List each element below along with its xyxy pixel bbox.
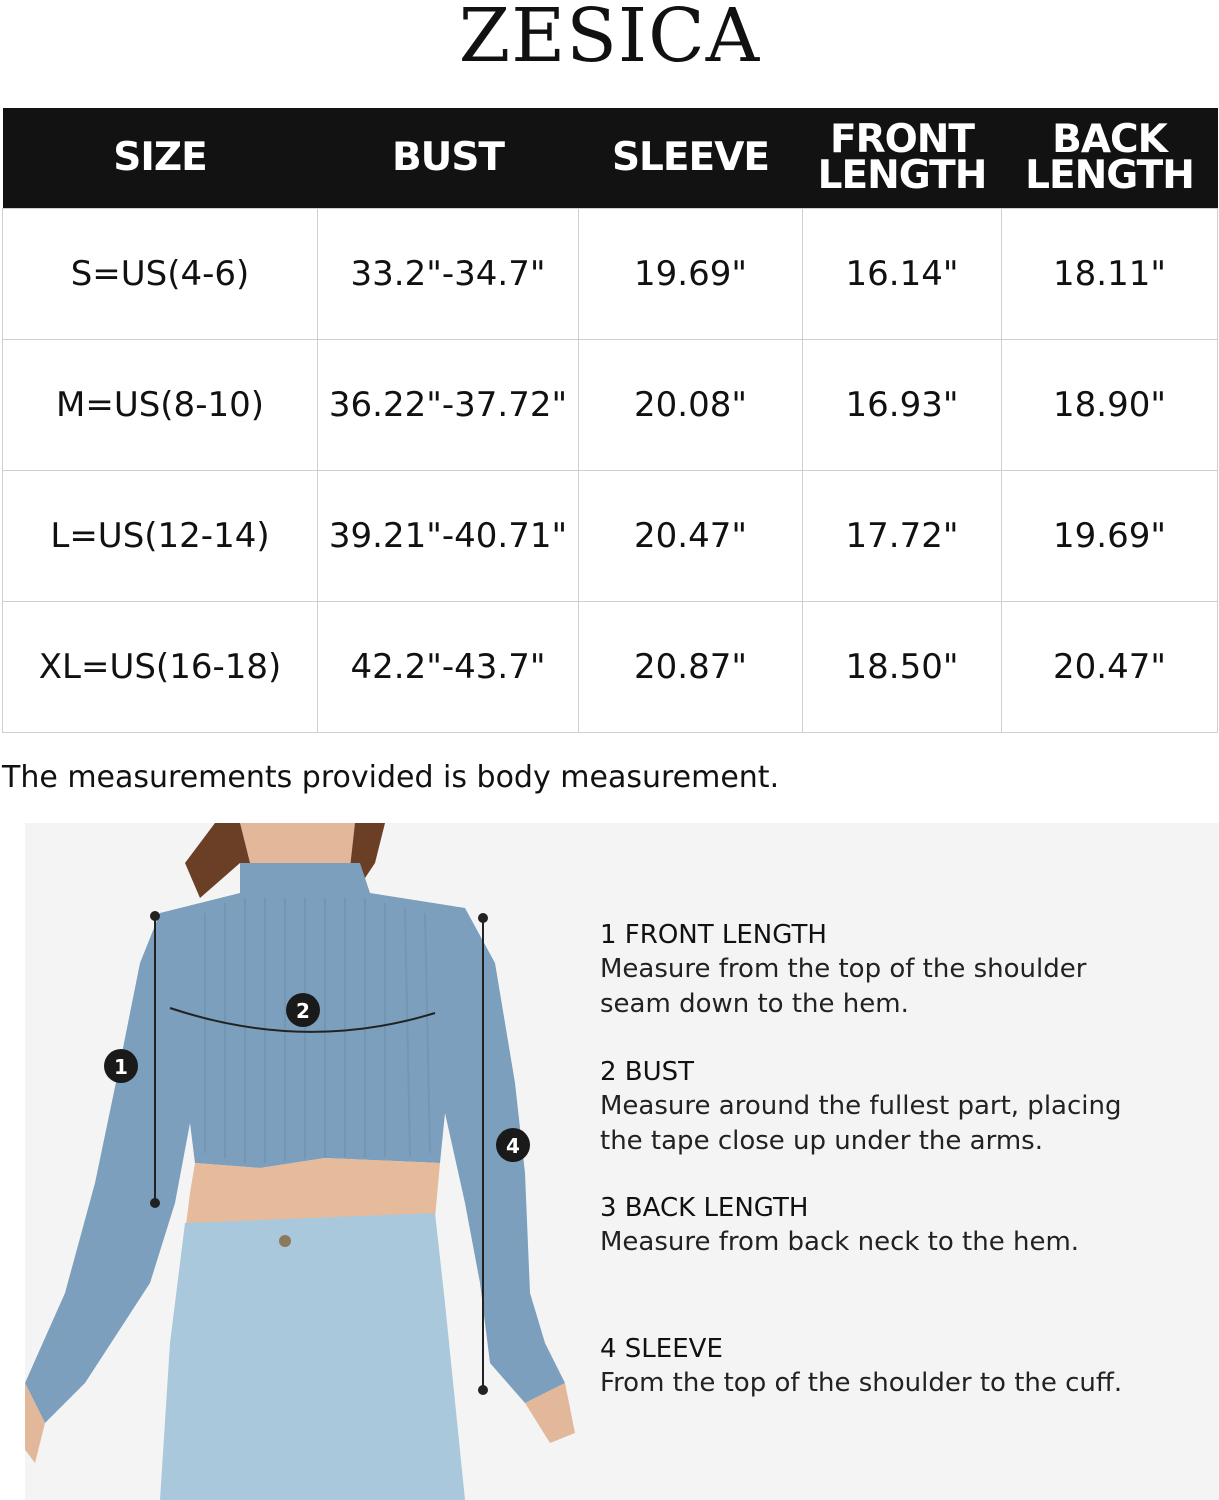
guide-desc: Measure around the fullest part, placing: [600, 1091, 1122, 1121]
brand-logo: ZESICA: [458, 0, 761, 79]
cell-size: S=US(4-6): [3, 208, 318, 339]
cell-front-length: 16.93": [803, 339, 1002, 470]
svg-text:2: 2: [296, 999, 310, 1023]
cell-size: M=US(8-10): [3, 339, 318, 470]
guide-sleeve: [600, 1332, 1122, 1401]
marker-2: [286, 993, 320, 1027]
cell-bust: 33.2"-34.7": [318, 208, 579, 339]
guide-title: 4 SLEEVE: [600, 1334, 723, 1364]
guide-desc: Measure from back neck to the hem.: [600, 1227, 1080, 1257]
guide-bust: [600, 1055, 1121, 1159]
cell-size: L=US(12-14): [3, 470, 318, 601]
svg-text:4: 4: [506, 1134, 520, 1158]
cell-back-length: 20.47": [1002, 601, 1218, 732]
guide-title: 2 BUST: [600, 1057, 695, 1087]
marker-4: [496, 1128, 530, 1162]
cell-sleeve: 20.08": [579, 339, 803, 470]
guide-desc: the tape close up under the arms.: [600, 1126, 1043, 1156]
table-row: [3, 470, 1218, 601]
guide-desc: Measure from the top of the shoulder: [600, 954, 1087, 984]
jeans-button: [279, 1235, 291, 1247]
table-row: [3, 339, 1218, 470]
model-illustration: [25, 823, 585, 1500]
cell-sleeve: 20.87": [579, 601, 803, 732]
header-back-length: BACK LENGTH: [1002, 108, 1218, 208]
header-bust: BUST: [318, 108, 579, 208]
marker-1: [104, 1049, 138, 1083]
cell-back-length: 18.90": [1002, 339, 1218, 470]
svg-text:1: 1: [114, 1055, 128, 1079]
header-sleeve: SLEEVE: [579, 108, 803, 208]
cell-size: XL=US(16-18): [3, 601, 318, 732]
guide-title: 3 BACK LENGTH: [600, 1193, 809, 1223]
header-front-length: FRONT LENGTH: [803, 108, 1002, 208]
size-chart-table: [2, 108, 1218, 733]
cell-sleeve: 19.69": [579, 208, 803, 339]
guide-back-length: [600, 1191, 1079, 1260]
table-header-row: [3, 108, 1218, 208]
cell-bust: 36.22"-37.72": [318, 339, 579, 470]
cell-front-length: 16.14": [803, 208, 1002, 339]
cell-bust: 39.21"-40.71": [318, 470, 579, 601]
cell-sleeve: 20.47": [579, 470, 803, 601]
cell-bust: 42.2"-43.7": [318, 601, 579, 732]
jeans-shape: [160, 1213, 465, 1500]
table-row: [3, 601, 1218, 732]
guide-desc: From the top of the shoulder to the cuff.: [600, 1368, 1123, 1398]
cell-front-length: 18.50": [803, 601, 1002, 732]
guide-desc: seam down to the hem.: [600, 989, 909, 1019]
cell-back-length: 18.11": [1002, 208, 1218, 339]
cell-back-length: 19.69": [1002, 470, 1218, 601]
cell-front-length: 17.72": [803, 470, 1002, 601]
guide-title: 1 FRONT LENGTH: [600, 920, 827, 950]
measurement-note: The measurements provided is body measurement.: [2, 760, 780, 795]
table-row: [3, 208, 1218, 339]
header-size: SIZE: [3, 108, 318, 208]
guide-front-length: [600, 918, 1086, 1022]
